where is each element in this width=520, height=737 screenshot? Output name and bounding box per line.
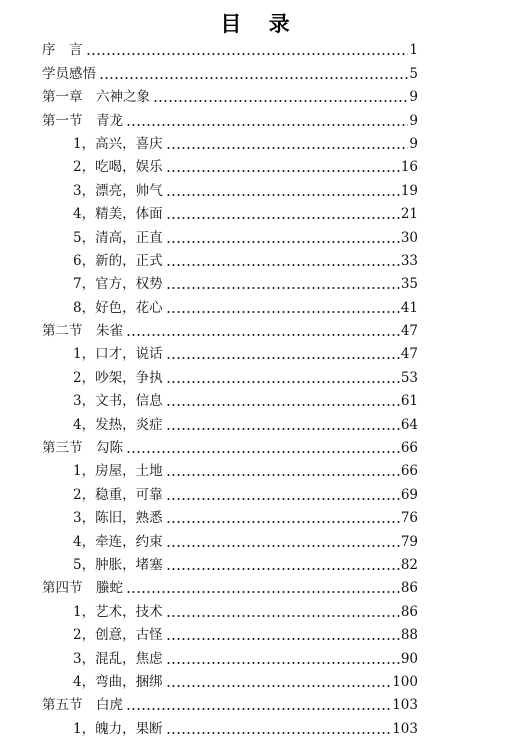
toc-entry-label: 4，牵连，约束	[73, 533, 163, 550]
toc-entry-page-number: 21	[400, 206, 418, 223]
toc-entry-page-number: 47	[400, 346, 418, 363]
dot-leader	[126, 334, 400, 336]
dot-leader	[126, 451, 400, 453]
toc-subentry[interactable]	[0, 503, 520, 526]
toc-entry-label: 2，吵架，争执	[73, 369, 163, 386]
toc-entry-label: 1，魄力，果断	[73, 720, 163, 737]
toc-entry-page-number: 66	[400, 440, 418, 457]
toc-subentry[interactable]	[0, 292, 520, 315]
toc-subentry[interactable]	[0, 667, 520, 690]
toc-subentry[interactable]	[0, 129, 520, 152]
page-title: 目 录	[220, 12, 300, 36]
toc-entry[interactable]	[0, 105, 520, 128]
toc-subentry[interactable]	[0, 620, 520, 643]
toc-subentry[interactable]	[0, 199, 520, 222]
toc-entry-page-number: 79	[400, 533, 418, 550]
dot-leader	[166, 662, 400, 664]
toc-subentry[interactable]	[0, 386, 520, 409]
dot-leader	[166, 194, 400, 196]
toc-entry-page-number: 66	[400, 463, 418, 480]
dot-leader	[166, 474, 400, 476]
toc-subentry[interactable]	[0, 362, 520, 385]
toc-entry-label: 7，官方，权势	[73, 276, 163, 293]
toc-entry[interactable]	[0, 82, 520, 105]
dot-leader	[126, 124, 408, 126]
toc-entry-page-number: 9	[409, 89, 418, 106]
toc-entry-label: 第三节 勾陈	[42, 440, 123, 457]
toc-entry[interactable]	[0, 433, 520, 456]
toc-entry-label: 第一章 六神之象	[42, 89, 150, 106]
dot-leader	[166, 732, 392, 734]
dot-leader	[99, 77, 408, 79]
toc-entry-label: 序 言	[42, 42, 83, 59]
toc-entry-page-number: 88	[400, 627, 418, 644]
dot-leader	[166, 147, 409, 149]
toc-entry-page-number: 103	[392, 697, 418, 714]
dot-leader	[166, 498, 400, 500]
toc-entry-page-number: 86	[400, 603, 418, 620]
toc-entry[interactable]	[0, 316, 520, 339]
toc-entry-label: 8，好色，花心	[73, 299, 163, 316]
toc-entry-label: 学员感悟	[42, 65, 96, 82]
dot-leader	[126, 708, 391, 710]
dot-leader	[126, 591, 400, 593]
toc-entry[interactable]	[0, 573, 520, 596]
toc-entry-label: 1，高兴，喜庆	[73, 135, 163, 152]
dot-leader	[166, 287, 400, 289]
dot-leader	[166, 311, 400, 313]
toc-entry-label: 3，漂亮，帅气	[73, 182, 163, 199]
toc-entry-page-number: 90	[400, 650, 418, 667]
toc-entry-label: 2，创意，古怪	[73, 627, 163, 644]
toc-subentry[interactable]	[0, 246, 520, 269]
dot-leader	[166, 170, 400, 172]
dot-leader	[86, 53, 409, 55]
toc-entry-label: 4，发热，炎症	[73, 416, 163, 433]
toc-entry-page-number: 61	[400, 393, 418, 410]
toc-entry-page-number: 69	[400, 486, 418, 503]
toc-entry[interactable]	[0, 690, 520, 713]
dot-leader	[166, 685, 392, 687]
toc-entry-page-number: 30	[400, 229, 418, 246]
toc-subentry[interactable]	[0, 479, 520, 502]
toc-entry-page-number: 5	[409, 65, 418, 82]
toc-subentry[interactable]	[0, 222, 520, 245]
toc-entry-page-number: 82	[400, 556, 418, 573]
toc-entry-label: 1，房屋，土地	[73, 463, 163, 480]
toc-entry-page-number: 100	[392, 673, 418, 690]
toc-entry-page-number: 76	[400, 510, 418, 527]
dot-leader	[166, 381, 400, 383]
dot-leader	[166, 568, 400, 570]
toc-entry-page-number: 103	[392, 720, 418, 737]
toc-subentry[interactable]	[0, 269, 520, 292]
toc-subentry[interactable]	[0, 550, 520, 573]
dot-leader	[166, 241, 400, 243]
dot-leader	[166, 638, 400, 640]
toc-entry-page-number: 47	[400, 323, 418, 340]
toc-entry-label: 4，精美，体面	[73, 206, 163, 223]
dot-leader	[166, 521, 400, 523]
toc-entry-page-number: 9	[409, 135, 418, 152]
toc-entry-page-number: 16	[400, 159, 418, 176]
dot-leader	[166, 404, 400, 406]
toc-entry-label: 第五节 白虎	[42, 697, 123, 714]
toc-entry-page-number: 53	[400, 369, 418, 386]
toc-entry-page-number: 33	[400, 252, 418, 269]
dot-leader	[166, 264, 400, 266]
dot-leader	[166, 428, 400, 430]
toc-subentry[interactable]	[0, 409, 520, 432]
toc-entry-label: 1，口才，说话	[73, 346, 163, 363]
toc-subentry[interactable]	[0, 713, 520, 736]
toc-entry-page-number: 19	[400, 182, 418, 199]
dot-leader	[166, 615, 400, 617]
toc-entry-page-number: 64	[400, 416, 418, 433]
toc-entry-label: 第二节 朱雀	[42, 323, 123, 340]
toc-entry-label: 6，新的，正式	[73, 252, 163, 269]
toc-entry[interactable]	[0, 58, 520, 81]
toc-entry[interactable]	[0, 35, 520, 58]
dot-leader	[166, 357, 400, 359]
toc-entry-label: 3，混乱，焦虑	[73, 650, 163, 667]
dot-leader	[166, 217, 400, 219]
toc-entry-label: 3，陈旧，熟悉	[73, 510, 163, 527]
toc-list	[0, 35, 520, 737]
toc-entry-label: 3，文书，信息	[73, 393, 163, 410]
toc-entry-label: 2，稳重，可靠	[73, 486, 163, 503]
toc-entry-label: 第四节 螣蛇	[42, 580, 123, 597]
toc-entry-page-number: 35	[400, 276, 418, 293]
toc-entry-label: 4，弯曲，捆绑	[73, 673, 163, 690]
toc-entry-label: 5，清高，正直	[73, 229, 163, 246]
toc-subentry[interactable]	[0, 596, 520, 619]
toc-subentry[interactable]	[0, 643, 520, 666]
toc-subentry[interactable]	[0, 526, 520, 549]
toc-entry-label: 5，肿胀，堵塞	[73, 556, 163, 573]
toc-subentry[interactable]	[0, 175, 520, 198]
dot-leader	[153, 100, 408, 102]
toc-subentry[interactable]	[0, 339, 520, 362]
toc-entry-label: 第一节 青龙	[42, 112, 123, 129]
toc-subentry[interactable]	[0, 456, 520, 479]
toc-entry-page-number: 86	[400, 580, 418, 597]
toc-entry-label: 1，艺术，技术	[73, 603, 163, 620]
dot-leader	[166, 545, 400, 547]
toc-entry-label: 2，吃喝，娱乐	[73, 159, 163, 176]
toc-subentry[interactable]	[0, 152, 520, 175]
toc-entry-page-number: 41	[400, 299, 418, 316]
toc-entry-page-number: 1	[409, 42, 418, 59]
toc-entry-page-number: 9	[409, 112, 418, 129]
